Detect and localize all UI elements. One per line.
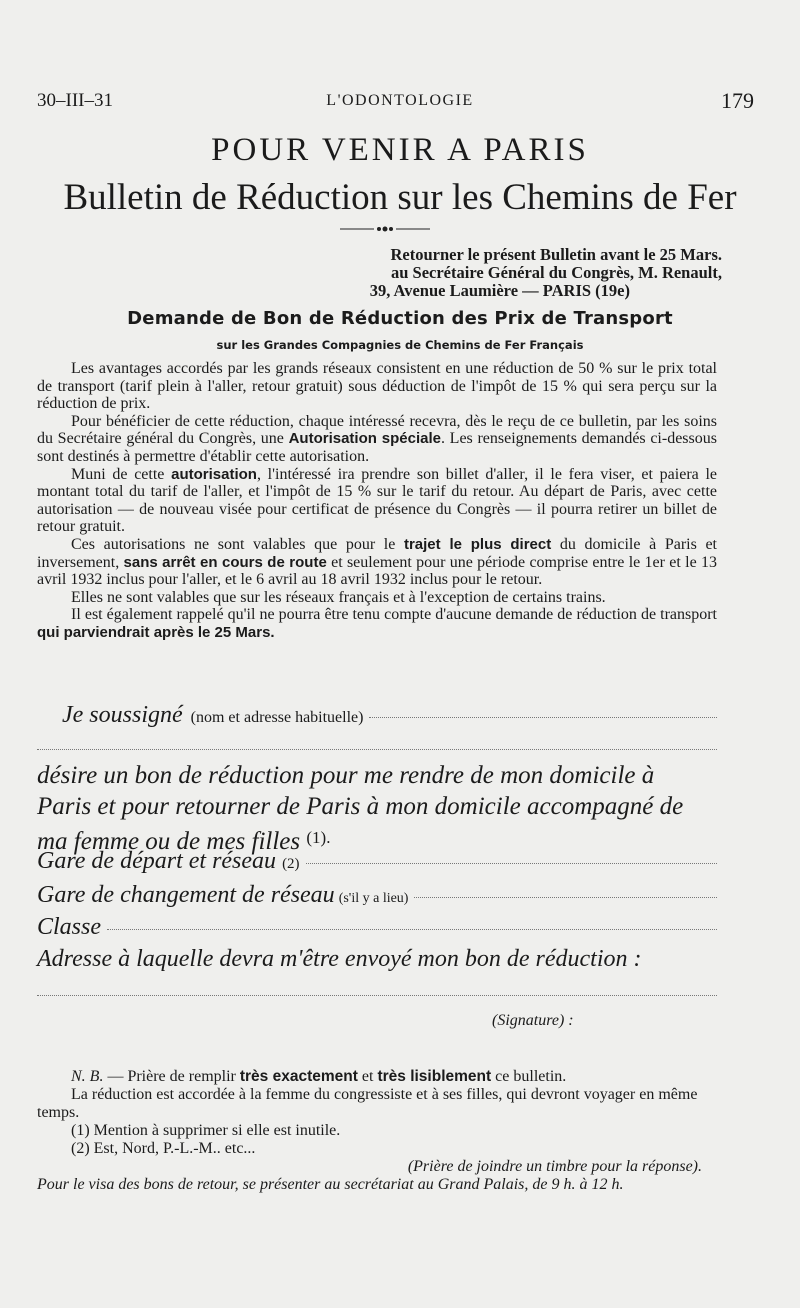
- form-row-gare-changement: [37, 882, 717, 909]
- paragraph-validity: Ces autorisations ne sont valables que pour le trajet le plus direct du domicile à Paris et inversement, sans arrêt en cours de route et seulement pour une période comprise entre le 1er et le 13 avril 1932 inclus pour l'aller, et le 6 avril au 18 avril 1932 inclus pour le retour.: [37, 535, 718, 589]
- demand-subtitle: sur les Grandes Compagnies de Chemins de Fer Français: [216, 338, 584, 352]
- label-adresse: Adresse à laquelle devra m'être envoyé mon bon de réduction :: [37, 946, 642, 972]
- form-row-soussigne: [62, 702, 717, 729]
- stamp-note: (Prière de joindre un timbre pour la réponse).: [407, 1158, 702, 1175]
- field-name-address[interactable]: [369, 716, 717, 718]
- paragraph-networks: Elles ne sont valables que sur les réseaux français et à l'exception de certains trains.: [71, 588, 606, 606]
- form-row-classe: [37, 914, 717, 941]
- paragraph-authorisation: Muni de cette autorisation, l'intéressé ira prendre son billet d'aller, il le fera viser, et paiera le montant total du tarif de l'aller, et l'impôt de 15 % sur le tarif du retour. Au départ de Paris, avec cette autorisation — de nouveau visée pour certificat de présence du Congrès — il pourra retirer un billet de retour gratuit.: [37, 465, 718, 536]
- footnote-mark-2: (2): [282, 856, 300, 872]
- request-line-1: désire un bon de réduction pour me rendre de mon domicile à: [37, 762, 655, 789]
- field-classe[interactable]: [107, 928, 717, 930]
- label-gare-changement: Gare de changement de réseau: [37, 882, 335, 908]
- label-gare-depart: Gare de départ et réseau: [37, 848, 277, 874]
- title-line-1: POUR VENIR A PARIS: [211, 132, 589, 168]
- header-date: 30–III–31: [37, 90, 113, 111]
- return-line-3: 39, Avenue Laumière — PARIS (19e): [369, 281, 630, 300]
- paragraph-advantages: Les avantages accordés par les grands réseaux consistent en une réduction de 50 % sur le prix total de transport (tarif plein à l'aller, retour gratuit) sous déduction de l'impôt de 15 % qui sera perçu sur la réduction de prix.: [37, 360, 717, 413]
- field-adresse[interactable]: [37, 994, 717, 996]
- form-row-adresse: [37, 946, 717, 973]
- paragraph-deadline: Il est également rappelé qu'il ne pourra être tenu compte d'aucune demande de réduction de transport qui parviendrait après le 25 Mars.: [37, 606, 717, 641]
- request-line-2: Paris et pour retourner de Paris à mon domicile accompagné de: [37, 793, 684, 820]
- return-line-2: au Secrétaire Général du Congrès, M. Renault,: [390, 263, 722, 282]
- footnote-2: (2) Est, Nord, P.-L.-M.. etc...: [71, 1140, 256, 1157]
- title-line-2: Bulletin de Réduction sur les Chemins de Fer: [63, 177, 737, 218]
- return-instructions: [262, 246, 722, 300]
- page-number: 179: [721, 88, 754, 113]
- visa-note: Pour le visa des bons de retour, se présenter au secrétariat au Grand Palais, de 9 h. à 12 h.: [37, 1176, 624, 1193]
- return-line-1: Retourner le présent Bulletin avant le 25 Mars.: [390, 245, 722, 264]
- field-name-address-line-2[interactable]: [37, 748, 717, 750]
- notes-section: [37, 1068, 722, 1194]
- label-gare-changement-note: (s'il y a lieu): [338, 891, 409, 906]
- label-soussigne: Je soussigné: [62, 702, 183, 728]
- field-gare-changement[interactable]: [414, 896, 717, 898]
- footnote-1: (1) Mention à supprimer si elle est inutile.: [71, 1122, 341, 1139]
- ornament-divider: [340, 222, 430, 236]
- reduction-note: La réduction est accordée à la femme du congressiste et à ses filles, qui devront voyager en même temps.: [37, 1086, 698, 1121]
- nb-note: N. B. — Prière de remplir très exactement et très lisiblement ce bulletin.: [71, 1068, 567, 1085]
- paragraph-benefit: Pour bénéficier de cette réduction, chaque intéressé recevra, dès le reçu de ce bulletin, par les soins du Secrétaire général du Congrès, une Autorisation spéciale. Les renseignements demandés ci-dessous sont destinés à permettre d'établir cette autorisation.: [37, 412, 717, 465]
- body-text: [37, 360, 717, 642]
- footnote-mark-1: (1).: [306, 828, 331, 847]
- demand-title: Demande de Bon de Réduction des Prix de Transport: [127, 308, 673, 329]
- header-journal-title: L'ODONTOLOGIE: [326, 92, 474, 109]
- request-line-3: ma femme ou de mes filles $^{(1).}$: [37, 828, 331, 855]
- signature-label: (Signature) :: [492, 1012, 574, 1029]
- form-request-text: [37, 760, 717, 857]
- form-row-gare-depart: [37, 848, 717, 875]
- field-gare-depart[interactable]: [306, 862, 717, 864]
- label-classe: Classe: [37, 914, 102, 940]
- label-soussigne-note: (nom et adresse habituelle): [190, 709, 364, 726]
